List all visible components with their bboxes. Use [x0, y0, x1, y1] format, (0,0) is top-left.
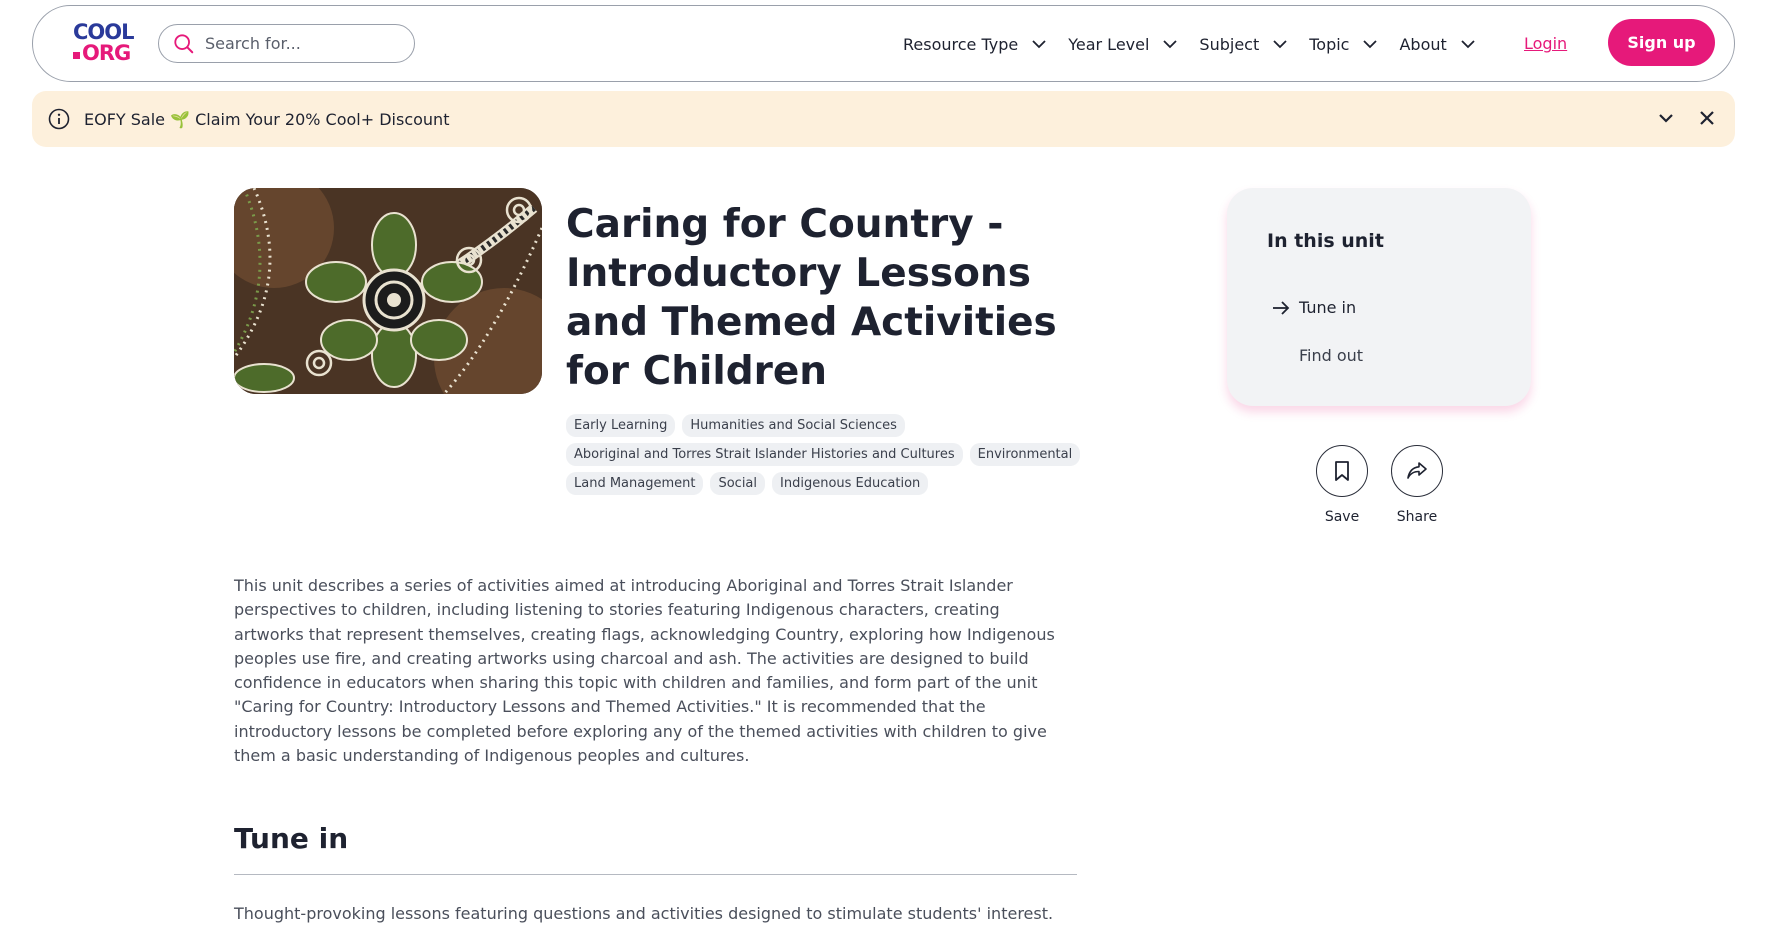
search-icon — [173, 33, 195, 55]
save-label: Save — [1324, 509, 1360, 525]
logo-bottom-text: ORG — [82, 41, 131, 65]
tag[interactable]: Aboriginal and Torres Strait Islander Histories and Cultures — [566, 443, 963, 466]
nav-label: About — [1399, 34, 1447, 54]
in-this-unit-card — [1227, 188, 1531, 406]
unit-card-title: In this unit — [1267, 230, 1384, 252]
section-divider — [234, 874, 1077, 875]
nav-year-level[interactable] — [1068, 35, 1177, 54]
cool-org-logo[interactable] — [73, 22, 135, 64]
tag-list — [566, 414, 1086, 501]
unit-cover-artwork — [234, 188, 542, 394]
dot-art-image — [234, 188, 542, 394]
chevron-down-icon — [1163, 40, 1177, 49]
unit-description: This unit describes a series of activities aimed at introducing Aboriginal and Torres Strait Islander perspectives to children, including listening to stories featuring Indigenous characters, creating artworks that represent themselves, creating flags, acknowledging Country, exploring how Indigenous peoples use fire, and creating artworks using charcoal and ash. The activities are designed to build confidence in educators when sharing this topic with children and families, and form part of the unit "Caring for Country: Introductory Lessons and Themed Activities." It is recommended that the introductory lessons be completed before exploring any of the themed activities with children to give them a basic understanding of Indigenous peoples and cultures. — [234, 576, 1055, 766]
section-description: Thought-provoking lessons featuring questions and activities designed to stimulate students' interest. — [234, 904, 1054, 923]
info-icon — [48, 108, 70, 130]
nav-about[interactable] — [1399, 35, 1474, 54]
tag[interactable]: Early Learning — [566, 414, 675, 437]
tag[interactable]: Environmental — [970, 443, 1081, 466]
share-action — [1391, 445, 1443, 525]
share-label: Share — [1396, 509, 1438, 525]
tag[interactable]: Land Management — [566, 472, 703, 495]
section-heading-tune-in: Tune in — [234, 822, 349, 855]
login-link[interactable]: Login — [1524, 34, 1568, 53]
nav-label: Resource Type — [903, 34, 1019, 54]
logo-dot — [73, 52, 80, 59]
nav-subject[interactable] — [1199, 35, 1287, 54]
page-title: Caring for Country - Introductory Lessons and Themed Activities for Children — [566, 202, 1057, 394]
site-header — [32, 5, 1735, 82]
unit-link-find-out[interactable]: Find out — [1299, 346, 1364, 365]
tag[interactable]: Indigenous Education — [772, 472, 928, 495]
search-box[interactable] — [158, 24, 415, 63]
bookmark-icon — [1333, 460, 1351, 482]
chevron-down-icon — [1461, 40, 1475, 49]
arrow-right-icon — [1271, 298, 1291, 318]
nav-topic[interactable] — [1309, 35, 1377, 54]
banner-text: EOFY Sale 🌱 Claim Your 20% Cool+ Discount — [84, 109, 450, 129]
chevron-down-icon — [1363, 40, 1377, 49]
tag[interactable]: Social — [710, 472, 765, 495]
tag-row — [566, 443, 1086, 466]
nav-label: Topic — [1309, 34, 1350, 54]
tag[interactable]: Humanities and Social Sciences — [682, 414, 905, 437]
main-nav — [903, 28, 1497, 60]
chevron-down-icon — [1273, 40, 1287, 49]
signup-button[interactable]: Sign up — [1608, 19, 1715, 66]
share-button[interactable] — [1391, 445, 1443, 497]
nav-label: Subject — [1199, 34, 1260, 54]
save-button[interactable] — [1316, 445, 1368, 497]
logo-top-text: COOL — [73, 20, 134, 44]
tag-row — [566, 414, 1086, 437]
chevron-down-icon — [1032, 40, 1046, 49]
promo-banner — [32, 91, 1735, 147]
share-icon — [1406, 461, 1428, 481]
close-icon[interactable] — [1698, 109, 1716, 127]
tag-row — [566, 472, 1086, 495]
unit-link-tune-in[interactable]: Tune in — [1299, 298, 1357, 317]
nav-label: Year Level — [1068, 34, 1150, 54]
save-action — [1316, 445, 1368, 525]
search-input[interactable] — [205, 34, 395, 53]
nav-resource-type[interactable] — [903, 35, 1046, 54]
chevron-down-icon[interactable] — [1657, 109, 1675, 127]
